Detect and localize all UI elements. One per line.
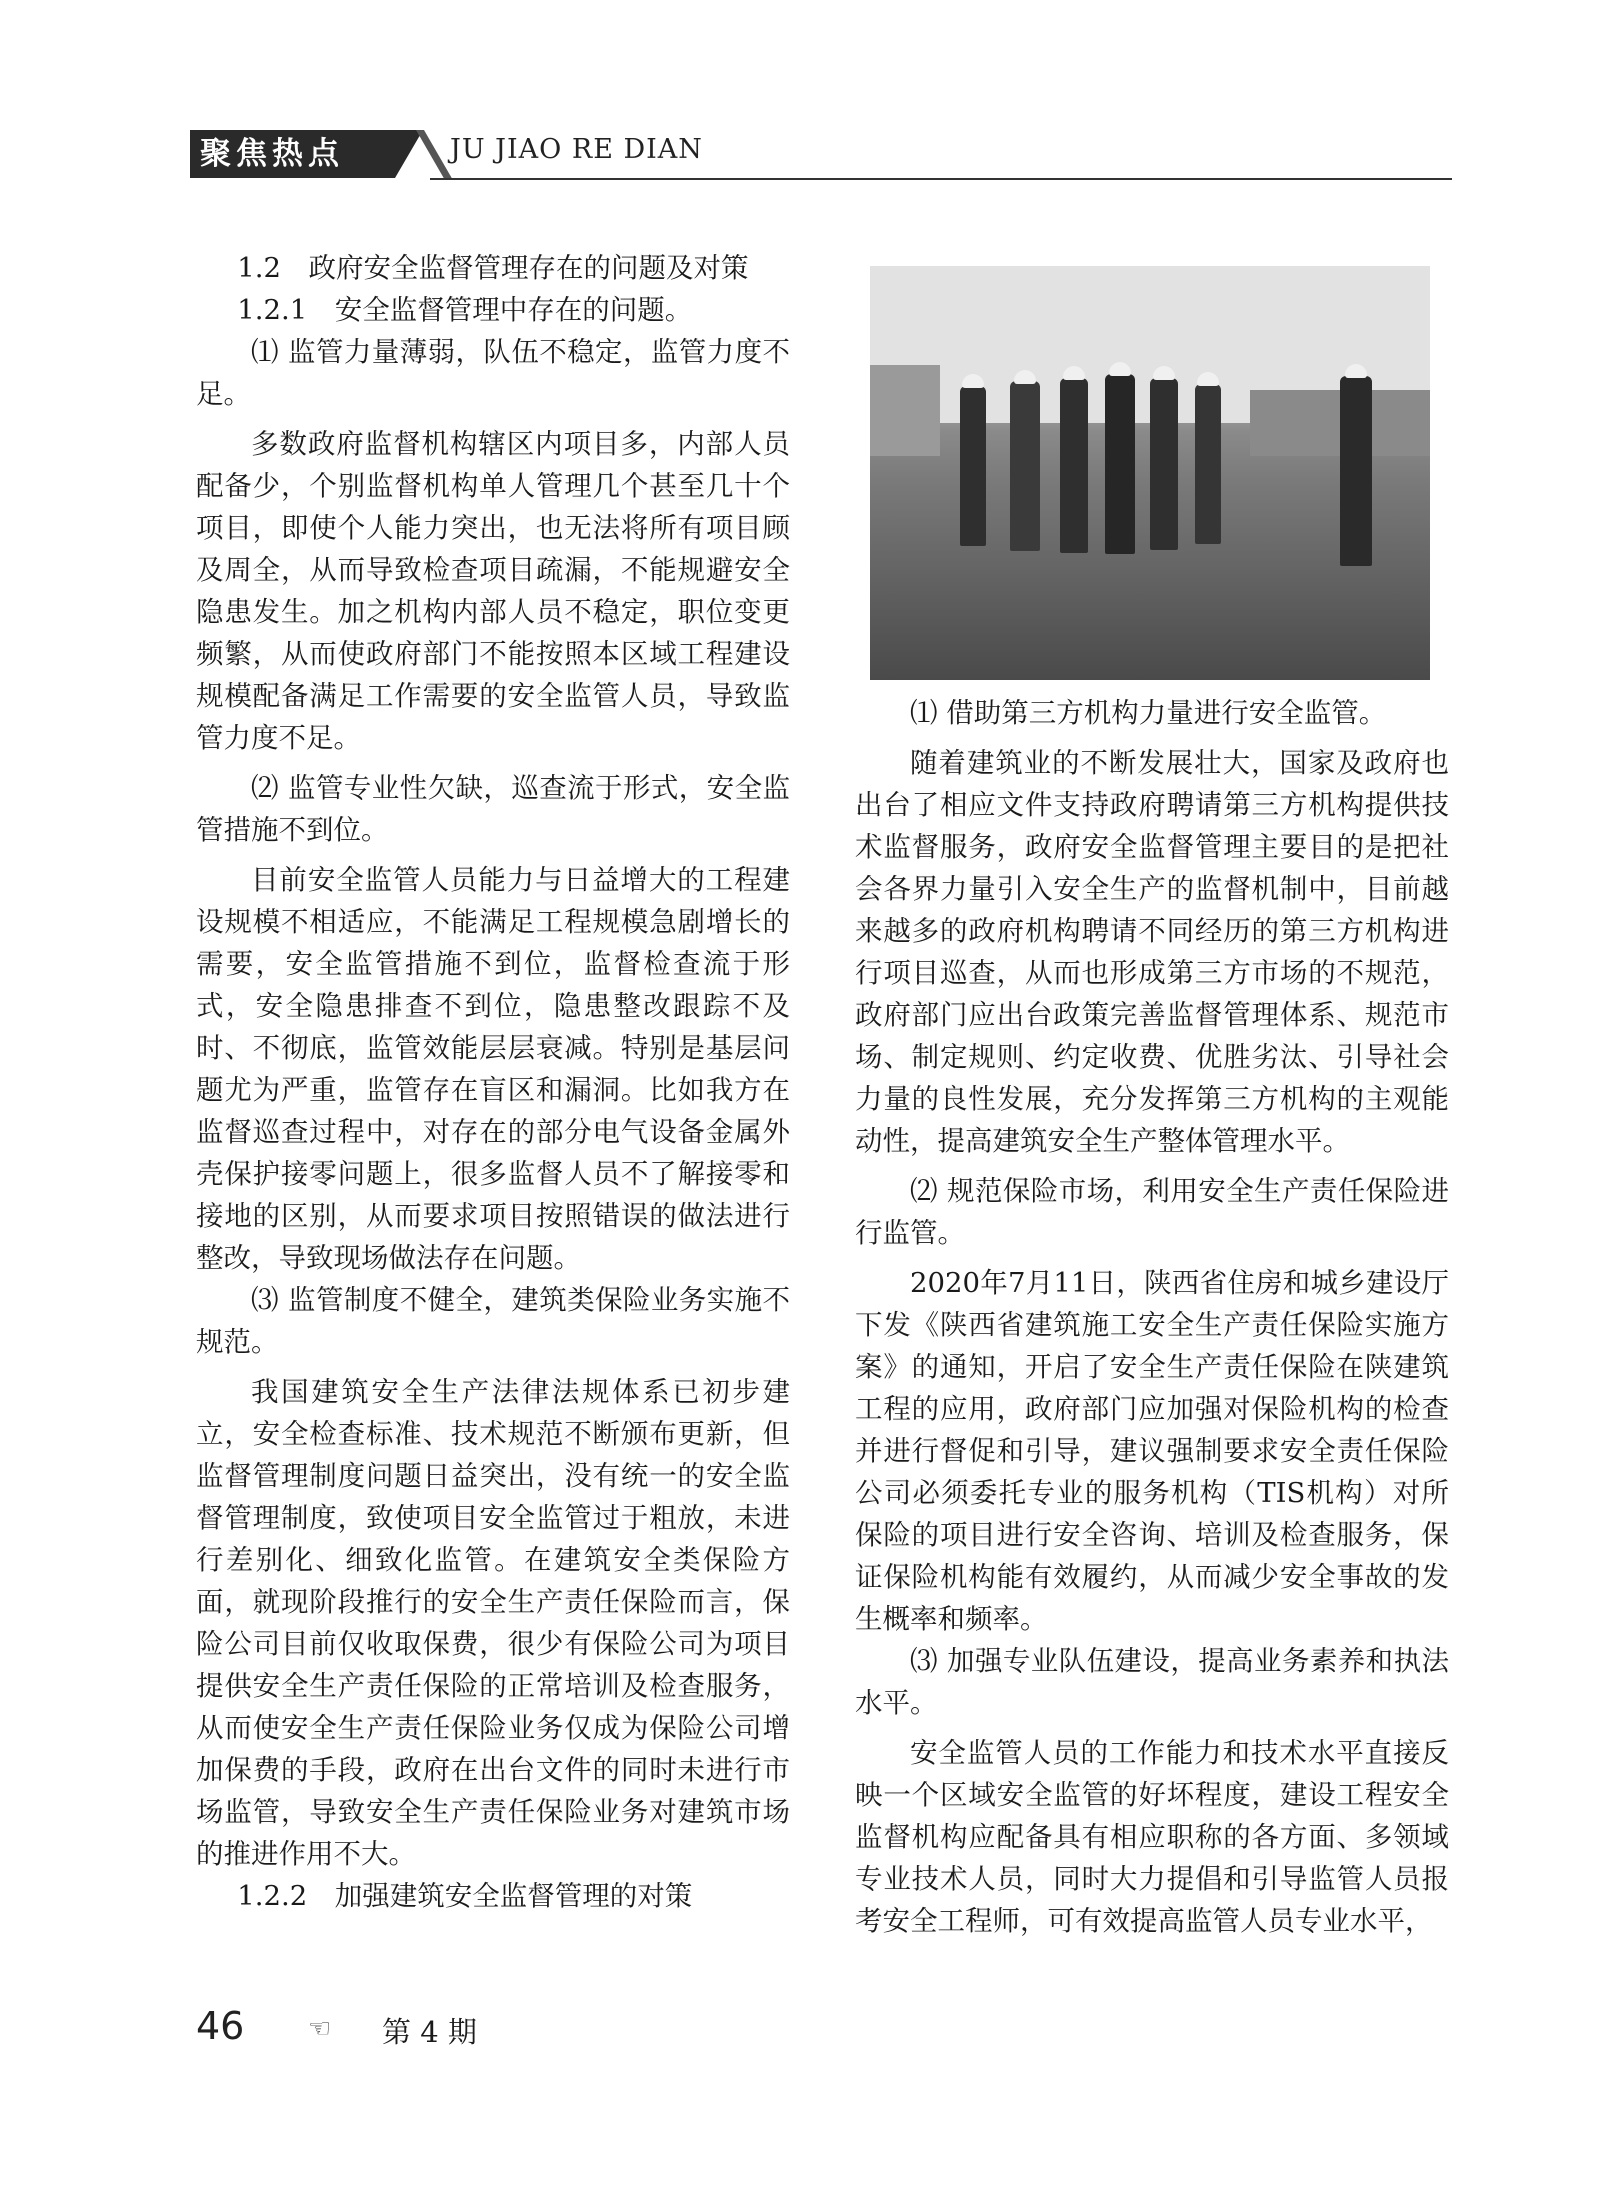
paragraph: ⑵ 监管专业性欠缺，巡查流于形式，安全监管措施不到位。 — [196, 772, 790, 846]
paragraph: 1.2.2 加强建筑安全监督管理的对策 — [237, 1880, 693, 1912]
paragraph: 安全监管人员的工作能力和技术水平直接反映一个区域安全监管的好坏程度，建设工程安全监督机构应配备具有相应职称的各方面、多领域专业技术人员，同时大力提倡和引导监管人员报考安全工程师，可有效提高监管人员专业水平， — [855, 1737, 1449, 1937]
header-rule — [430, 178, 1452, 180]
paragraph: ⑴ 借助第三方机构力量进行安全监管。 — [910, 697, 1387, 729]
hand-pointer-icon: ☜ — [308, 2014, 332, 2044]
photo-person — [1195, 384, 1221, 544]
photo-person — [1150, 378, 1178, 550]
paragraph: 目前安全监管人员能力与日益增大的工程建设规模不相适应，不能满足工程规模急剧增长的需要，安全监管措施不到位，监督检查流于形式，安全隐患排查不到位，隐患整改跟踪不及时、不彻底，监管效能层层衰减。特别是基层问题尤为严重，监管存在盲区和漏洞。比如我方在监督巡查过程中，对存在的部分电气设备金属外壳保护接零问题上，很多监督人员不了解接零和接地的区别，从而要求项目按照错误的做法进行整改，导致现场做法存在问题。 — [196, 864, 790, 1274]
section-badge: 聚焦热点 — [190, 130, 395, 178]
page-number: 46 — [196, 2004, 245, 2048]
photo-person — [1060, 378, 1088, 553]
paragraph: 随着建筑业的不断发展壮大，国家及政府也出台了相应文件支持政府聘请第三方机构提供技术监督服务，政府安全监督管理主要目的是把社会各界力量引入安全生产的监督机制中，目前越来越多的政府机构聘请不同经历的第三方机构进行项目巡查，从而也形成第三方市场的不规范，政府部门应出台政策完善监督管理体系、规范市场、制定规则、约定收费、优胜劣汰、引导社会力量的良性发展，充分发挥第三方机构的主观能动性，提高建筑安全生产整体管理水平。 — [855, 747, 1449, 1157]
paragraph: ⑵ 规范保险市场，利用安全生产责任保险进行监管。 — [855, 1175, 1449, 1249]
paragraph: 2020年7月11日，陕西省住房和城乡建设厅下发《陕西省建筑施工安全生产责任保险实施方案》的通知，开启了安全生产责任保险在陕建筑工程的应用，政府部门应加强对保险机构的检查并进行督促和引导，建议强制要求安全责任保险公司必须委托专业的服务机构（TIS机构）对所保险的项目进行安全咨询、培训及检查服务，保证保险机构能有效履约，从而减少安全事故的发生概率和频率。 — [855, 1267, 1449, 1635]
photo-person — [960, 386, 986, 546]
badge-slash-decoration — [395, 130, 423, 178]
right-column — [855, 692, 1449, 1942]
paragraph: 1.2.1 安全监督管理中存在的问题。 — [237, 294, 693, 326]
photo-person — [1010, 381, 1040, 551]
paragraph: ⑶ 加强专业队伍建设，提高业务素养和执法水平。 — [855, 1645, 1449, 1719]
left-column — [196, 247, 790, 1917]
paragraph: 多数政府监督机构辖区内项目多，内部人员配备少，个别监督机构单人管理几个甚至几十个项目，即使个人能力突出，也无法将所有项目顾及周全，从而导致检查项目疏漏，不能规避安全隐患发生。加之机构内部人员不稳定，职位变更频繁，从而使政府部门不能按照本区域工程建设规模配备满足工作需要的安全监管人员，导致监管力度不足。 — [196, 428, 790, 754]
photo-person — [1340, 376, 1372, 566]
paragraph: 我国建筑安全生产法律法规体系已初步建立，安全检查标准、技术规范不断颁布更新，但监督管理制度问题日益突出，没有统一的安全监督管理制度，致使项目安全监管过于粗放，未进行差别化、细致化监管。在建筑安全类保险方面，就现阶段推行的安全生产责任保险而言，保险公司目前仅收取保费，很少有保险公司为项目提供安全生产责任保险的正常培训及检查服务，从而使安全生产责任保险业务仅成为保险公司增加保费的手段，政府在出台文件的同时未进行市场监管，导致安全生产责任保险业务对建筑市场的推进作用不大。 — [196, 1376, 790, 1870]
page-header — [190, 122, 1452, 182]
site-inspection-photo — [870, 266, 1430, 680]
paragraph: 1.2 政府安全监督管理存在的问题及对策 — [237, 252, 749, 284]
photo-person — [1105, 374, 1135, 554]
paragraph: ⑶ 监管制度不健全，建筑类保险业务实施不规范。 — [196, 1284, 790, 1358]
paragraph: ⑴ 监管力量薄弱，队伍不稳定，监管力度不足。 — [196, 336, 790, 410]
issue-number: 第 4 期 — [382, 2015, 477, 2049]
photo-building — [870, 365, 940, 456]
section-pinyin: JU JIAO RE DIAN — [450, 134, 703, 165]
